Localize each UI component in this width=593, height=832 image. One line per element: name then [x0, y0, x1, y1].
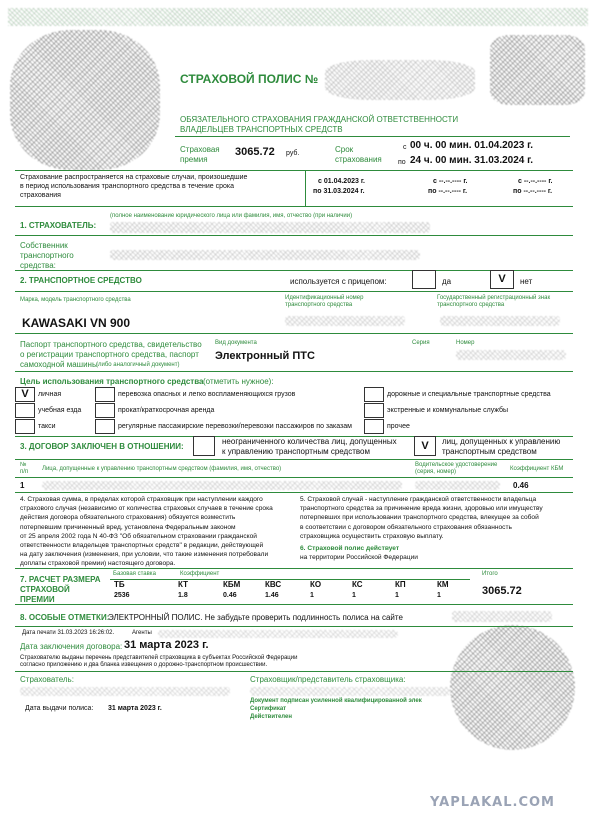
redacted-site: [452, 611, 552, 622]
trailer-yes-label: да: [442, 277, 452, 286]
purpose-road-special-checkbox[interactable]: [364, 387, 384, 402]
section7-rule: [15, 604, 573, 605]
owner-label-1: Собственник: [20, 241, 68, 250]
drivers-license-header-1: Водительское удостоверение: [415, 462, 498, 468]
vehicle-vin-header-1: Идентификационный номер: [285, 295, 364, 301]
section8-label: 8. ОСОБЫЕ ОТМЕТКИ:: [20, 613, 110, 622]
doc-type-header: Вид документа: [215, 340, 257, 346]
section4-bottom-rule: [15, 568, 573, 569]
calc-col-6-header: КС: [352, 580, 363, 589]
unlimited-drivers-checkbox[interactable]: [193, 436, 215, 456]
owner-label-2: транспортного: [20, 251, 74, 260]
section7-label-3: ПРЕМИИ: [20, 595, 55, 604]
section2-rule: [15, 291, 573, 292]
section5-line-4: в соответствии с договором обязательного страхования обязанность: [300, 523, 512, 531]
listed-drivers-1: лиц, допущенных к управлению: [442, 437, 561, 446]
conclusion-date: 31 марта 2023 г.: [124, 639, 209, 651]
calc-col-8-value: 1: [437, 592, 441, 599]
calc-col-5-header: КО: [310, 580, 322, 589]
listed-drivers-mark: V: [421, 440, 429, 452]
calc-col-7-header: КП: [395, 580, 406, 589]
period2-from: с --.--.---- г.: [433, 178, 468, 185]
total-header: Итого: [482, 571, 498, 577]
print-date: Дата печати 31.03.2023 16:26:02.: [22, 630, 115, 636]
number-header: Номер: [456, 340, 475, 346]
section4-line-8: доплаты страховой премии) настоящего договора.: [20, 560, 176, 568]
footer-rule: [15, 671, 573, 672]
term-to: 24 ч. 00 мин. 31.03.2024 г.: [410, 155, 534, 166]
purpose-other-checkbox[interactable]: [364, 419, 384, 434]
section1-hint: (полное наименование юридического лица или фамилия, имя, отчество (при наличии): [110, 213, 353, 219]
calc-col-1-header: ТБ: [114, 580, 125, 589]
listed-drivers-2: транспортным средством: [442, 447, 537, 456]
purpose-road-special: дорожные и специальные транспортные средства: [387, 391, 551, 398]
vehicle-plate-header-1: Государственный регистрационный знак: [437, 295, 551, 301]
doc-type-value: Электронный ПТС: [215, 350, 315, 362]
stamp: [450, 625, 575, 750]
policy-subtitle-line2: ВЛАДЕЛЬЦЕВ ТРАНСПОРТНЫХ СРЕДСТВ: [180, 125, 343, 134]
trailer-no-label: нет: [520, 277, 533, 286]
section5-line-5: страховщика осуществить страховую выплату.: [300, 532, 444, 540]
redacted-vin: [285, 316, 405, 326]
calc-col-4-header: КВС: [265, 580, 282, 589]
period3-to: по --.--.---- г.: [513, 188, 553, 195]
watermark: YAPLAKAL.COM: [430, 795, 555, 810]
digital-signature-line-1: Документ подписан усиленной квалифицированной элек: [250, 698, 422, 704]
period2-to: по --.--.---- г.: [428, 188, 468, 195]
conclusion-label: Дата заключения договора:: [20, 642, 123, 651]
drivers-header-rule: [15, 477, 573, 478]
redacted-insurer-signature: [250, 687, 450, 696]
section8-rule: [15, 626, 573, 627]
vehicle-plate-header-2: транспортного средства: [437, 302, 505, 308]
passport-label-1: Паспорт транспортного средства, свидетельство: [20, 340, 202, 349]
redacted-insured-signature: [20, 687, 230, 696]
insurer-signature-label: Страховщик/представитель страховщика:: [250, 675, 406, 684]
info-line-1: Страхователю выданы перечень представителей страховщика в субъектах Российской Федерации: [20, 655, 298, 661]
premium-label-1: Страховая: [180, 145, 220, 154]
section4-line-5: от 25 апреля 2002 года N 40-ФЗ "Об обязательном страховании гражданской: [20, 532, 257, 540]
calc-col-3-header: КБМ: [223, 580, 241, 589]
purpose-hint: (отметить нужное):: [203, 377, 274, 386]
calc-col-4-value: 1.46: [265, 592, 279, 599]
calc-total: 3065.72: [482, 585, 522, 597]
term-to-prefix: по: [398, 159, 406, 166]
section8-text: ЭЛЕКТРОННЫЙ ПОЛИС. Не забудьте проверить подлинность полиса на сайте: [108, 613, 403, 622]
redacted-insured-name: [110, 222, 430, 233]
section5-line-3: потерпевших при использовании транспортного средства, влекущее за собой: [300, 514, 539, 522]
section3-rule: [15, 459, 573, 460]
section3-label: 3. ДОГОВОР ЗАКЛЮЧЕН В ОТНОШЕНИИ:: [20, 442, 184, 451]
coverage-text-3: страхования: [20, 192, 61, 199]
section1-label: 1. СТРАХОВАТЕЛЬ:: [20, 221, 97, 230]
drivers-kbm-header: Коэффициент КБМ: [510, 466, 564, 472]
owner-label-3: средства:: [20, 261, 56, 270]
purpose-personal-checkbox[interactable]: [15, 387, 35, 402]
period1-from: с 01.04.2023 г.: [318, 178, 365, 185]
digital-signature-line-2: Сертификат: [250, 706, 287, 712]
purpose-personal: личная: [38, 391, 62, 398]
section4-line-7: на дату заключения (изменения, при условии, что такие изменения потребовали: [20, 551, 269, 559]
vehicle-model: KAWASAKI VN 900: [22, 316, 131, 330]
vehicle-model-header: Марка, модель транспортного средства: [20, 297, 131, 303]
vehicle-rule: [15, 333, 573, 334]
term-from: 00 ч. 00 мин. 01.04.2023 г.: [410, 140, 534, 151]
calc-col-7-value: 1: [395, 592, 399, 599]
redacted-qr-code: [490, 35, 585, 105]
calc-col-2-value: 1.8: [178, 592, 188, 599]
redacted-policy-number: [325, 60, 475, 100]
purpose-other: прочее: [387, 423, 410, 430]
redacted-plate: [440, 316, 560, 326]
term-label-1: Срок: [335, 145, 354, 154]
calc-col-3-value: 0.46: [223, 592, 237, 599]
listed-drivers-checkbox[interactable]: [414, 436, 436, 456]
calc-col-5-value: 1: [310, 592, 314, 599]
term-label-2: страхования: [335, 155, 382, 164]
redacted-header-noise: [8, 8, 588, 26]
redacted-driver-name: [42, 481, 402, 490]
drivers-row-rule: [15, 492, 573, 493]
calc-col-1-value: 2536: [114, 592, 130, 599]
premium-value: 3065.72: [235, 146, 275, 158]
redacted-doc-number: [456, 350, 566, 360]
purpose-training-checkbox[interactable]: [15, 403, 35, 418]
passport-rule: [15, 371, 573, 372]
purpose-rental: прокат/краткосрочная аренда: [118, 407, 215, 414]
purpose-label: Цель использования транспортного средства: [20, 377, 204, 386]
trailer-label: используется с прицепом:: [290, 277, 387, 286]
section7-label-2: СТРАХОВОЙ: [20, 585, 70, 594]
drivers-license-header-2: (серия, номер): [415, 469, 457, 475]
redacted-owner-name: [110, 250, 420, 260]
section6-line-1: 6. Страховой полис действует: [300, 545, 400, 552]
purpose-personal-mark: V: [21, 388, 29, 400]
driver-row-num: 1: [20, 481, 25, 490]
section2-label: 2. ТРАНСПОРТНОЕ СРЕДСТВО: [20, 276, 142, 285]
agents-label: Агенты: [132, 630, 152, 636]
purpose-rental-checkbox[interactable]: [95, 403, 115, 418]
purpose-passenger-checkbox[interactable]: [95, 419, 115, 434]
policy-subtitle-line1: ОБЯЗАТЕЛЬНОГО СТРАХОВАНИЯ ГРАЖДАНСКОЙ ОТВЕТСТВЕННОСТИ: [180, 115, 459, 124]
purpose-training: учебная езда: [38, 407, 82, 414]
calc-col-8-header: КМ: [437, 580, 449, 589]
drivers-num-header-1: №: [20, 462, 27, 468]
section6-line-2: на территории Российской Федерации: [300, 554, 418, 561]
section4-line-6: ответственности владельцев транспортных средств" в редакции, действующей: [20, 542, 264, 550]
section7-label-1: 7. РАСЧЕТ РАЗМЕРА: [20, 575, 101, 584]
vehicle-vin-header-2: транспортного средства: [285, 302, 353, 308]
trailer-yes-checkbox[interactable]: [412, 270, 436, 289]
coverage-bottom-rule: [15, 206, 573, 207]
info-line-2: согласно приложению и два бланка извещения о дорожно-транспортном происшествии.: [20, 662, 268, 668]
issue-date: 31 марта 2023 г.: [108, 705, 162, 712]
trailer-no-checkbox[interactable]: [490, 270, 514, 289]
redacted-area-left-top: [10, 30, 160, 170]
premium-label-2: премия: [180, 155, 208, 164]
purpose-emergency: экстренные и коммунальные службы: [387, 407, 509, 414]
purpose-taxi: такси: [38, 423, 56, 430]
coverage-text-1: Страхование распространяется на страховые случаи, произошедшие: [20, 174, 248, 181]
insured-signature-label: Страхователь:: [20, 675, 74, 684]
base-rate-header: Базовая ставка: [113, 571, 156, 577]
series-header: Серия: [412, 340, 430, 346]
redacted-driver-license: [415, 481, 500, 490]
issue-date-label: Дата выдачи полиса:: [25, 705, 94, 712]
section5-text: [300, 495, 575, 541]
drivers-name-header: Лица, допущенные к управлению транспортным средством (фамилия, имя, отчество): [42, 466, 282, 472]
purpose-hazardous-checkbox[interactable]: [95, 387, 115, 402]
calc-header-rule: [110, 579, 470, 580]
section4-line-3: действия договора обязательного страхования) обязуется возместить: [20, 514, 236, 522]
purpose-hazardous: перевозка опасных и легко воспламеняющихся грузов: [118, 391, 296, 398]
trailer-no-mark: V: [498, 273, 506, 285]
unlimited-drivers-2: к управлению транспортным средством: [222, 447, 370, 456]
section5-line-1: 5. Страховой случай - наступление гражданской ответственности владельца: [300, 496, 537, 503]
calc-col-6-value: 1: [352, 592, 356, 599]
section4-line-4: потерпевшим причиненный вред, установлена Федеральным законом: [20, 523, 236, 531]
period1-to: по 31.03.2024 г.: [313, 188, 365, 195]
passport-hint: (либо аналогичный документ): [96, 362, 180, 368]
passport-label-3: самоходной машины: [20, 360, 98, 369]
period3-from: с --.--.---- г.: [518, 178, 553, 185]
purpose-taxi-checkbox[interactable]: [15, 419, 35, 434]
section4-line-2: страхового случая (независимо от количества страховых случаев в течение срока: [20, 505, 273, 513]
section1-rule: [15, 235, 573, 236]
passport-label-2: о регистрации транспортного средства, паспорт: [20, 350, 199, 359]
premium-unit: руб.: [286, 150, 300, 157]
section4-text: [20, 495, 298, 569]
section4-line-1: 4. Страховая сумма, в пределах которой страховщик при наступлении каждого: [20, 496, 263, 503]
purpose-emergency-checkbox[interactable]: [364, 403, 384, 418]
coverage-text-2: в период использования транспортного средства в течение срока: [20, 183, 235, 190]
coverage-divider: [305, 170, 306, 206]
policy-title: СТРАХОВОЙ ПОЛИС №: [180, 72, 319, 86]
section5-line-2: транспортного средства за причинение вреда жизни, здоровью или имуществу: [300, 505, 543, 513]
calc-col-2-header: КТ: [178, 580, 188, 589]
digital-signature-line-3: Действителен: [250, 714, 292, 720]
coverage-top-rule: [15, 170, 573, 171]
coef-header: Коэффициент: [180, 571, 220, 577]
purpose-passenger: регулярные пассажирские перевозки/перевозки пассажиров по заказам: [118, 423, 352, 430]
drivers-num-header-2: п/п: [20, 469, 29, 475]
redacted-agents: [158, 630, 398, 638]
header-rule: [175, 136, 570, 137]
driver-row-kbm: 0.46: [513, 481, 529, 490]
term-from-prefix: с: [403, 144, 407, 151]
unlimited-drivers-1: неограниченного количества лиц, допущенных: [222, 437, 397, 446]
